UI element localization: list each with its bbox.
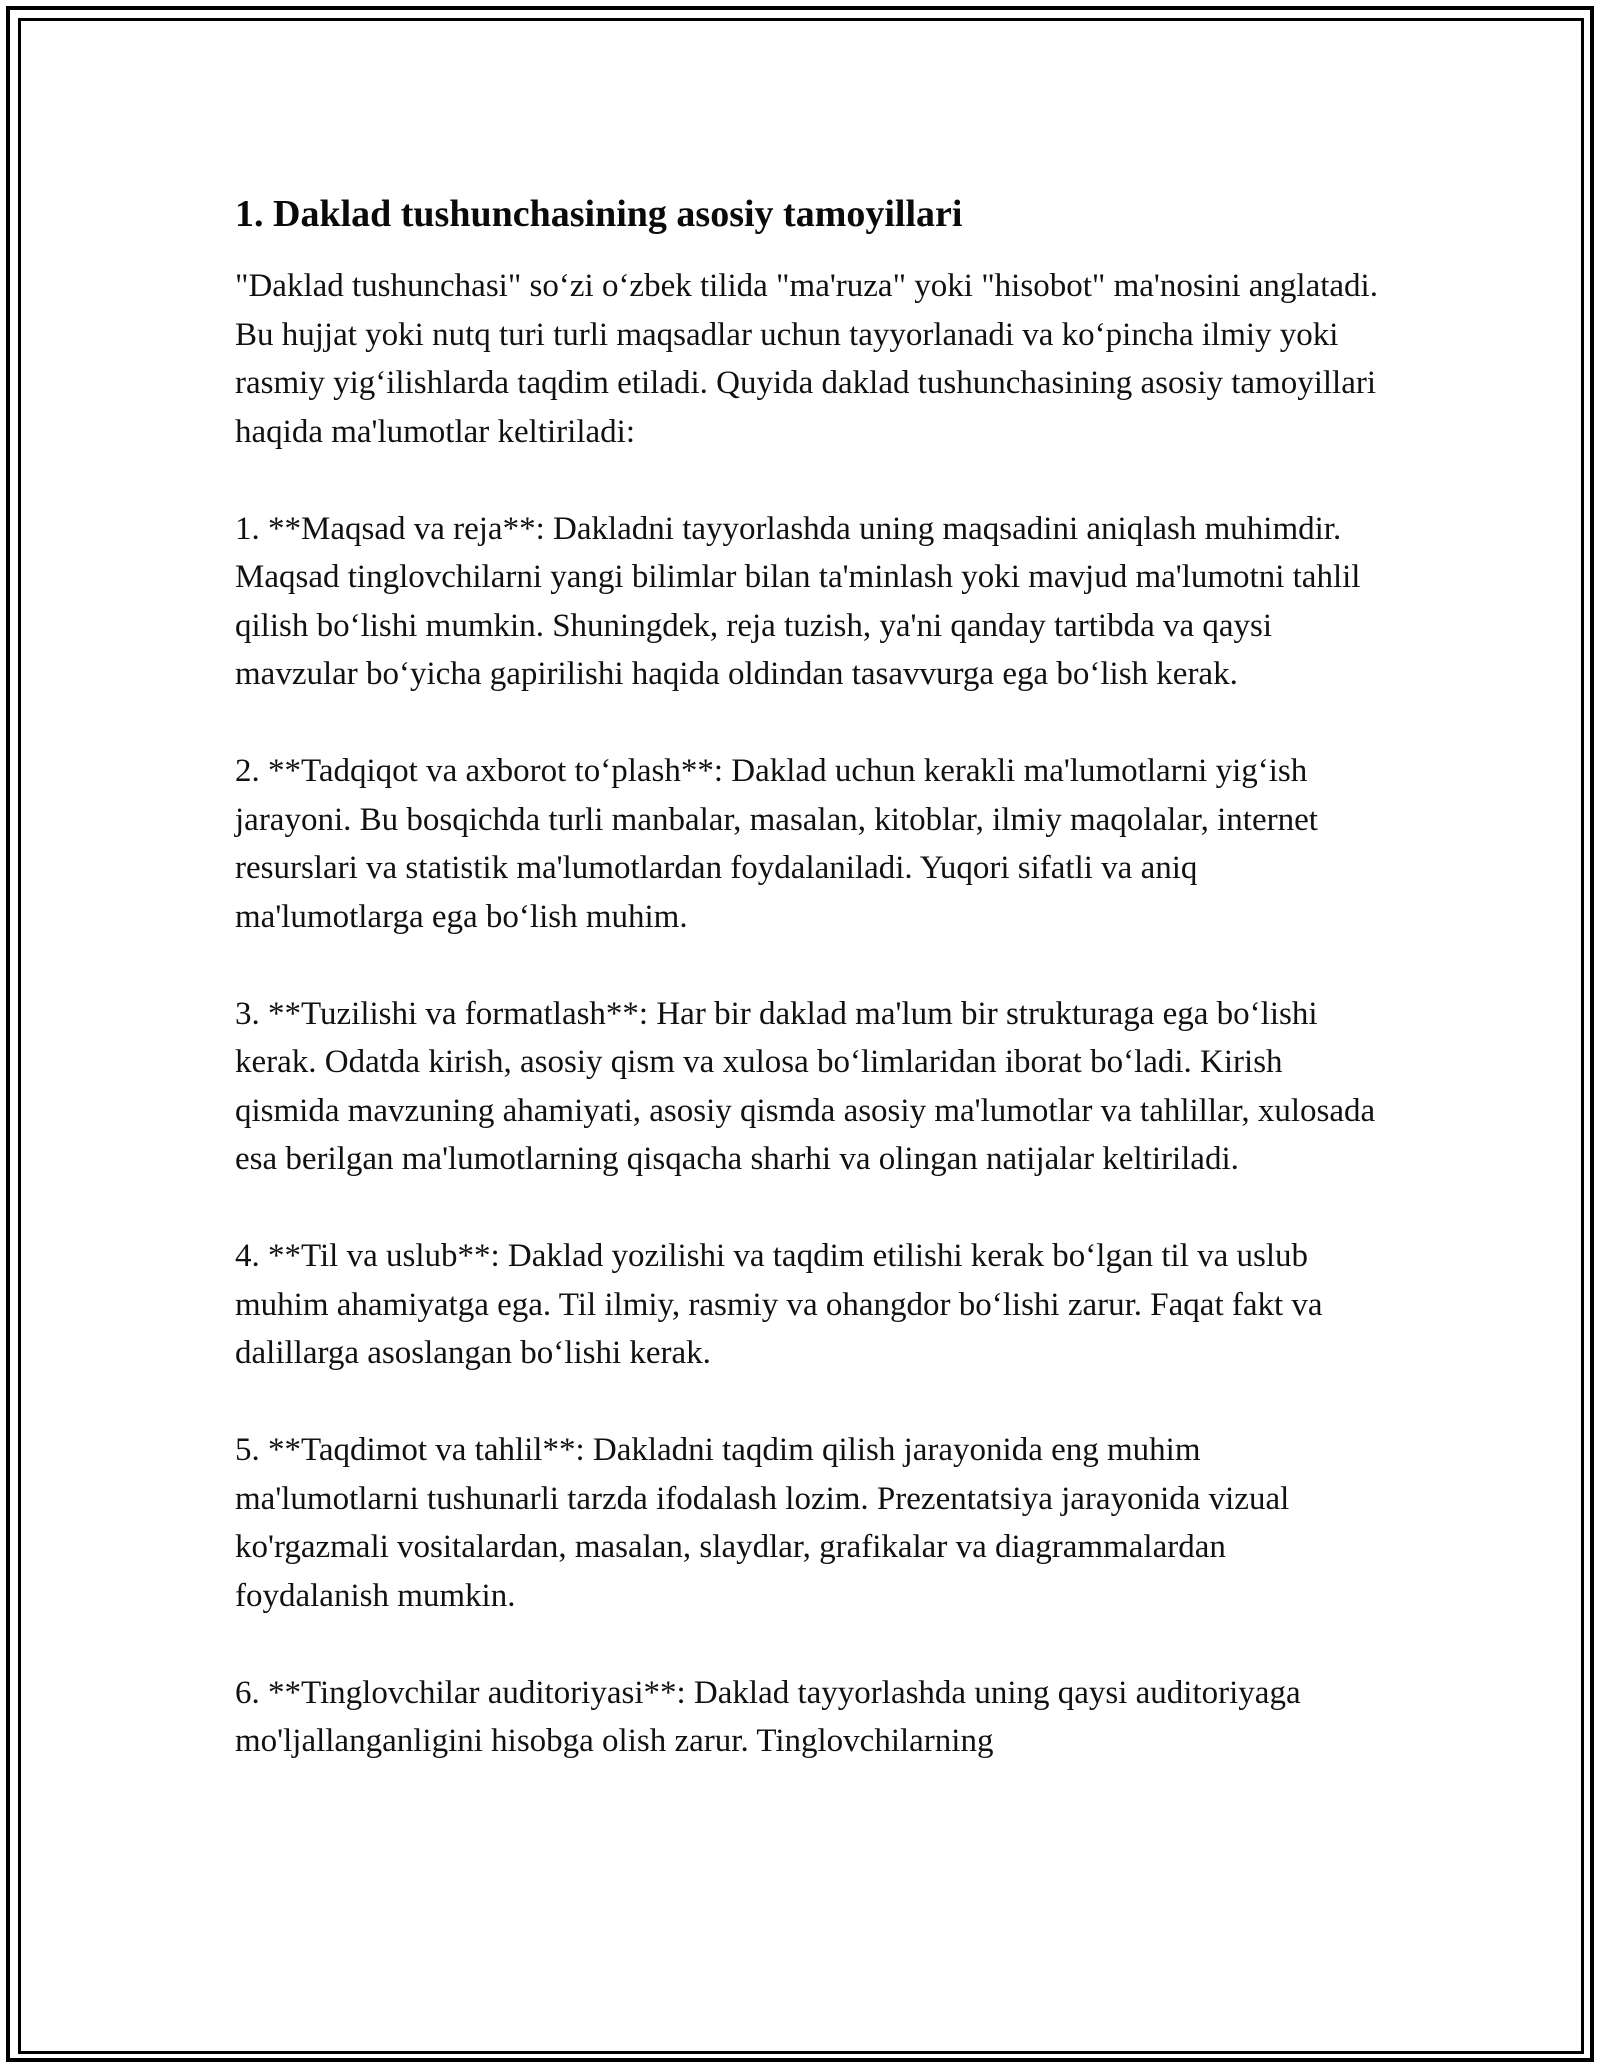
principle-til-va-uslub: 4. **Til va uslub**: Daklad yozilishi va taqdim etilishi kerak bo‘lgan til va uslub muhim ahamiyatga ega. Til ilmiy, rasmiy va ohangdor bo‘lishi zarur. Faqat fakt va dalillarga asoslangan bo‘lishi kerak. [235,1238,1323,1371]
principle-taqdimot: 5. **Taqdimot va tahlil**: Dakladni taqdim qilish jarayonida eng muhim ma'lumotlarni tushunarli tarzda ifodalash lozim. Prezentatsiya jarayonida vizual ko'rgazmali vositalardan, masalan, slaydlar, grafikalar va diagrammalardan foydalanish mumkin. [235,1432,1290,1614]
intro-paragraph: "Daklad tushunchasi" so‘zi o‘zbek tilida "ma'ruza" yoki "hisobot" ma'nosini anglatadi. Bu hujjat yoki nutq turi turli maqsadlar uchun tayyorlanadi va ko‘pincha ilmiy yoki rasmiy yig‘ilishlarda taqdim etiladi. Quyida daklad tushunchasining asosiy tamoyillari haqida ma'lumotlar keltiriladi: [235,268,1378,450]
principle-auditoriya: 6. **Tinglovchilar auditoriyasi**: Daklad tayyorlashda uning qaysi auditoriyaga mo'ljallanganligini hisobga olish zarur. Tinglovchilarning [235,1674,1301,1759]
principle-tuzilishi: 3. **Tuzilishi va formatlash**: Har bir daklad ma'lum bir strukturaga ega bo‘lishi kerak. Odatda kirish, asosiy qism va xulosa bo‘limlaridan iborat bo‘ladi. Kirish qismida mavzuning ahamiyati, asosiy qismda asosiy ma'lumotlar va tahlillar, xulosada esa berilgan ma'lumotlarning qisqacha sharhi va olingan natijalar keltiriladi. [235,995,1376,1177]
principle-tadqiqot: 2. **Tadqiqot va axborot to‘plash**: Daklad uchun kerakli ma'lumotlarni yig‘ish jarayoni. Bu bosqichda turli manbalar, masalan, kitoblar, ilmiy maqolalar, internet resurslari va statistik ma'lumotlardan foydalaniladi. Yuqori sifatli va aniq ma'lumotlarga ega bo‘lish muhim. [235,753,1318,935]
principle-maqsad-va-reja: 1. **Maqsad va reja**: Dakladni tayyorlashda uning maqsadini aniqlash muhimdir. Maqsad tinglovchilarni yangi bilimlar bilan ta'minlash yoki mavjud ma'lumotni tahlil qilish bo‘lishi mumkin. Shuningdek, reja tuzish, ya'ni qanday tartibda va qaysi mavzular bo‘yicha gapirilishi haqida oldindan tasavvurga ega bo‘lish kerak. [235,510,1361,692]
document-body [235,188,1385,1766]
section-heading: 1. Daklad tushunchasining asosiy tamoyillari [235,193,963,235]
